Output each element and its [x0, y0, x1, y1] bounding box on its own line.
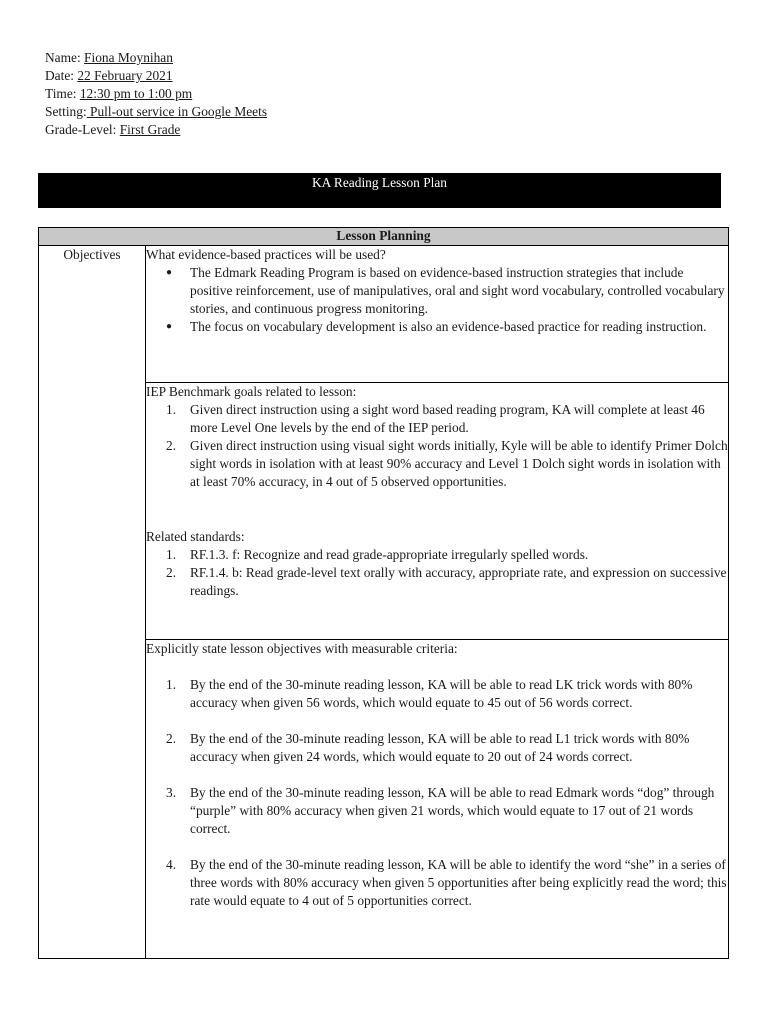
iep-title: IEP Benchmark goals related to lesson:	[146, 384, 357, 399]
name-value: Fiona Moynihan	[84, 50, 173, 65]
lesson-plan-title: KA Reading Lesson Plan	[311, 175, 447, 190]
grade-value: First Grade	[119, 122, 181, 137]
name-line	[45, 49, 267, 67]
standards-title: Related standards:	[146, 529, 245, 544]
lesson-objective-2: 2. By the end of the 30-minute reading lesson, KA will be able to read L1 trick words with 80% accuracy when given 24 words, which would equate to 20 out of 24 words correct.	[166, 731, 690, 764]
practice-bullet-1: ● The Edmark Reading Program is based on evidence-based instruction strategies that include positive reinforcement, use of manipulatives, oral and sight word vocabulary, controlled vocabulary stories, and continuous progress monitoring.	[190, 264, 728, 318]
practices-question: What evidence-based practices will be used?	[146, 247, 386, 262]
setting-value: Pull-out service in Google Meets	[86, 104, 268, 119]
lesson-objectives-title: Explicitly state lesson objectives with measurable criteria:	[146, 641, 458, 656]
setting-label: Setting:	[45, 104, 87, 119]
iep-goals-list	[146, 401, 728, 491]
standard-2: 2. RF.1.4. b: Read grade-level text orally with accuracy, appropriate rate, and expression on successive readings.	[166, 565, 727, 598]
setting-line	[45, 103, 267, 121]
lesson-objective-3: 3. By the end of the 30-minute reading lesson, KA will be able to read Edmark words “dog” through “purple” with 80% accuracy when given 21 words, which would equate to 17 out of 21 words correct.	[166, 785, 715, 836]
grade-label: Grade-Level:	[45, 122, 120, 137]
lesson-plan-title-bar	[38, 173, 721, 208]
date-label: Date:	[45, 68, 78, 83]
time-label: Time:	[45, 86, 80, 101]
practices-cell	[146, 246, 729, 383]
grade-line	[45, 121, 267, 139]
iep-goal-2: 2. Given direct instruction using visual sight words initially, Kyle will be able to identify Primer Dolch sight words in isolation with at least 90% accuracy and Level 1 Dolch sight words in isolation with at least 70% accuracy, in 4 out of 5 observed opportunities.	[166, 438, 728, 489]
lesson-objectives-cell	[146, 640, 729, 959]
name-label: Name:	[45, 50, 85, 65]
lesson-planning-table	[38, 227, 729, 959]
date-value: 22 February 2021	[77, 68, 173, 83]
table-heading: Lesson Planning	[39, 228, 729, 246]
lesson-objectives-list	[146, 676, 728, 910]
iep-goal-1: 1. Given direct instruction using a sight word based reading program, KA will complete at least 46 more Level One levels by the end of the IEP period.	[166, 402, 705, 435]
iep-cell	[146, 383, 729, 640]
objectives-label: Objectives	[39, 246, 146, 959]
practice-bullet-2: ● The focus on vocabulary development is also an evidence-based practice for reading instruction.	[190, 318, 728, 336]
time-line	[45, 85, 267, 103]
document-header	[45, 49, 267, 139]
date-line	[45, 67, 267, 85]
practices-list	[146, 264, 728, 336]
time-value: 12:30 pm to 1:00 pm	[79, 86, 193, 101]
standards-list	[146, 546, 728, 600]
standard-1: 1. RF.1.3. f: Recognize and read grade-appropriate irregularly spelled words.	[166, 547, 589, 562]
lesson-objective-4: 4. By the end of the 30-minute reading lesson, KA will be able to identify the word “she” in a series of three words with 80% accuracy when given 5 opportunities after being explicitly read the word; this rate would equate to 4 out of 5 opportunities correct.	[166, 857, 727, 908]
lesson-objective-1: 1. By the end of the 30-minute reading lesson, KA will be able to read LK trick words with 80% accuracy when given 56 words, which would equate to 45 out of 56 words correct.	[166, 677, 693, 710]
